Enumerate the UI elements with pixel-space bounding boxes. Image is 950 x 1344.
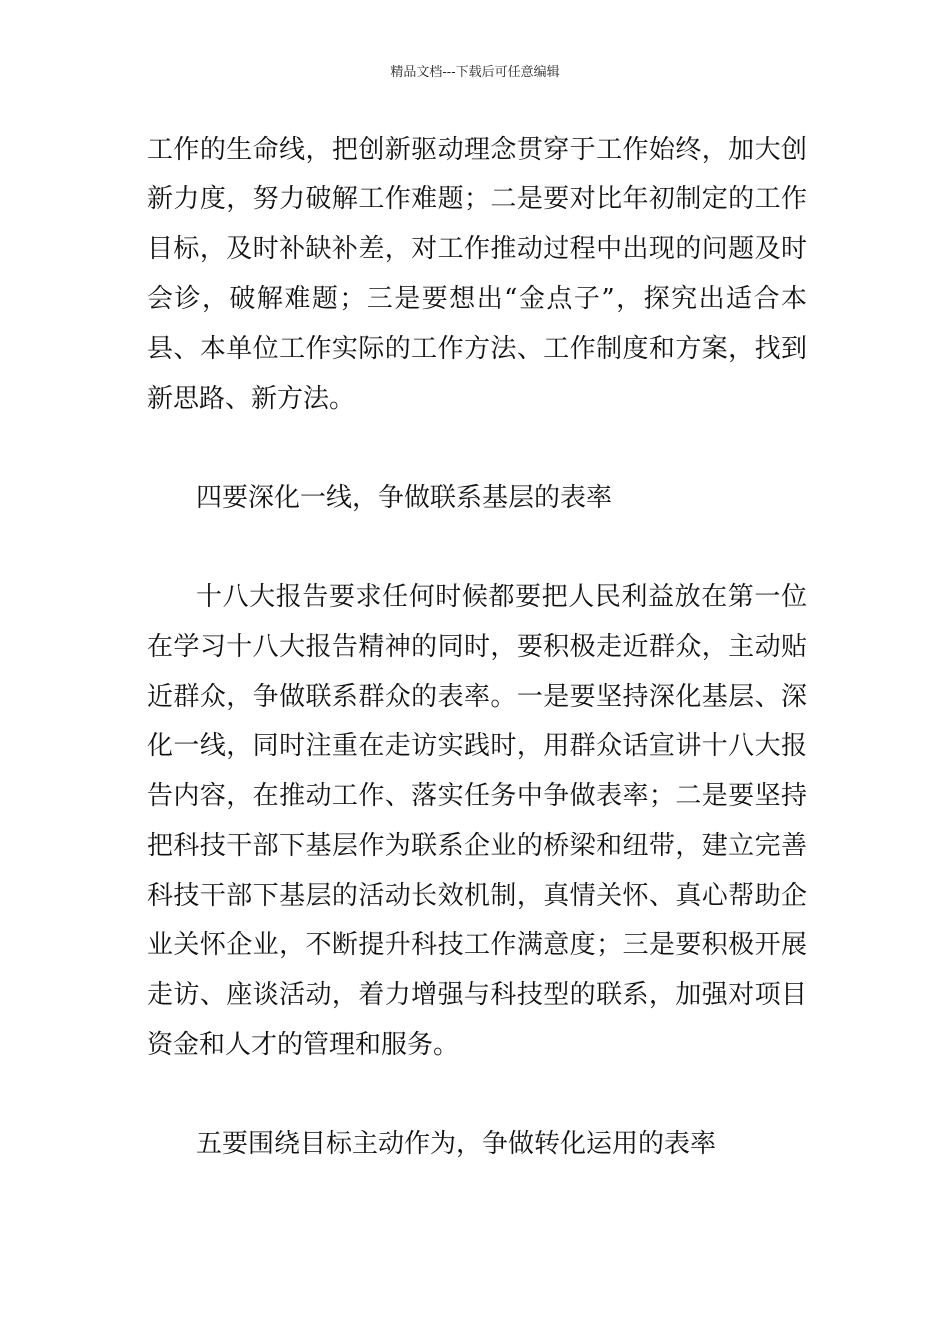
paragraph-line: 化一线，同时注重在走访实践时，用群众话宣讲十八大报 [147,731,807,761]
paragraph-line: 十八大报告要求任何时候都要把人民利益放在第一位 [196,582,807,612]
section-heading-5: 五要围绕目标主动作为，争做转化运用的表率 [196,1129,717,1159]
paragraph-line: 把科技干部下基层作为联系企业的桥梁和纽带，建立完善 [147,831,807,861]
paragraph-line: 新思路、新方法。 [147,384,356,414]
paragraph-line: 业关怀企业，不断提升科技工作满意度；三是要积极开展 [147,930,807,960]
paragraph-line: 走访、座谈活动，着力增强与科技型的联系，加强对项目 [147,980,807,1010]
paragraph-line: 科技干部下基层的活动长效机制，真情关怀、真心帮助企 [147,881,807,911]
paragraph-line: 工作的生命线，把创新驱动理念贯穿于工作始终，加大创 [147,135,807,165]
paragraph-line: 县、本单位工作实际的工作方法、工作制度和方案，找到 [147,334,807,364]
paragraph-line: 近群众，争做联系群众的表率。一是要坚持深化基层、深 [147,682,807,712]
paragraph-line: 告内容，在推动工作、落实任务中争做表率；二是要坚持 [147,781,807,811]
paragraph-line: 新力度，努力破解工作难题；二是要对比年初制定的工作 [147,184,807,214]
paragraph-line: 在学习十八大报告精神的同时，要积极走近群众，主动贴 [147,632,807,662]
paragraph-line: 资金和人才的管理和服务。 [147,1030,460,1060]
paragraph-line: 目标，及时补缺补差，对工作推动过程中出现的问题及时 [147,234,807,264]
section-heading-4: 四要深化一线，争做联系基层的表率 [196,483,613,513]
paragraph-line: 会诊，破解难题；三是要想出“金点子”，探究出适合本 [147,284,807,314]
page-header: 精品文档---下载后可任意编辑 [390,65,560,80]
